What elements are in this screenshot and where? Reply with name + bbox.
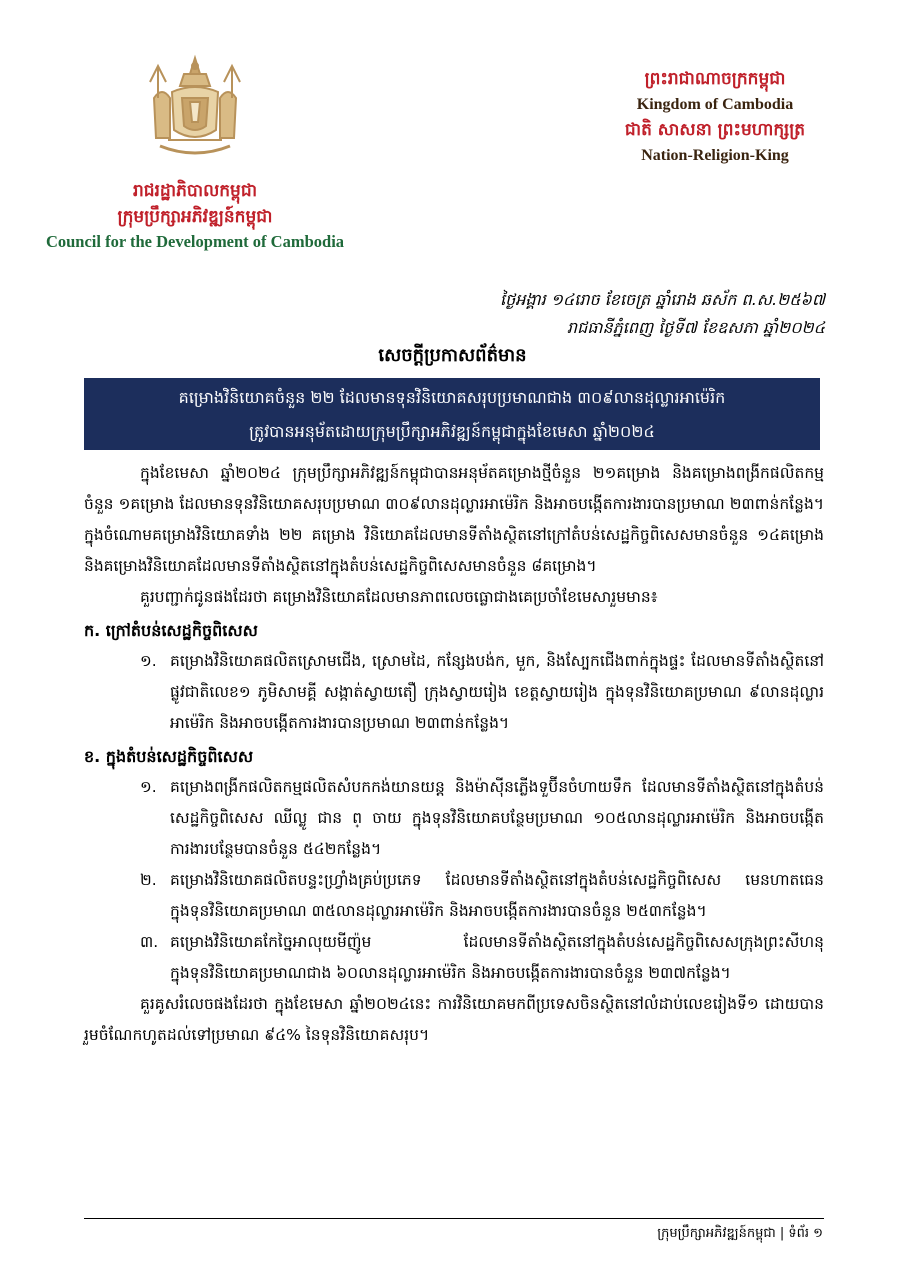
motto-kh: ជាតិ សាសនា ព្រះមហាក្សត្រ (624, 120, 806, 140)
kingdom-header (585, 66, 845, 168)
government-name-kh: រាជរដ្ឋាភិបាលកម្ពុជា (132, 181, 258, 201)
lunar-date: ថ្ងៃអង្គារ ១៤រោច ខែចេត្រ ឆ្នាំរោង ឆស័ក ព.ស.២៥៦៧ (500, 290, 825, 309)
kingdom-name-en: Kingdom of Cambodia (636, 96, 794, 113)
headline-line-1: គម្រោងវិនិយោគចំនួន ២២ ដែលមានទុនវិនិយោគសរុបប្រមាណជាង ៣០៩លានដុល្លារអាម៉េរិក (178, 388, 726, 407)
list-item-text: គម្រោងវិនិយោគកែច្នៃអាលុយមីញ៉ូម ដែលមានទីតាំងស្ថិតនៅក្នុងតំបន់សេដ្ឋកិច្ចពិសេសក្រុងព្រះសីហនុ ក្នុងទុនវិនិយោគប្រមាណជាង ៦០លានដុល្លារអាម៉េរិក និងអាចបង្កើតការងារបានចំនួន ២៣៧កន្លែង។ (170, 933, 824, 982)
list-item-number: ១. (140, 652, 157, 670)
council-name-kh: ក្រុមប្រឹក្សាអភិវឌ្ឍន៍កម្ពុជា (117, 207, 273, 227)
headline-line-2: ត្រូវបានអនុម័តដោយក្រុមប្រឹក្សាអភិវឌ្ឍន៍កម្ពុជាក្នុងខែមេសា ឆ្នាំ២០២៤ (249, 422, 655, 441)
list-item-number: ២. (140, 871, 157, 889)
section-b-heading: ខ. ក្នុងតំបន់សេដ្ឋកិច្ចពិសេស (84, 747, 254, 766)
list-item-text: គម្រោងវិនិយោគផលិតបន្ទះហ្វ្រាំងគ្រប់ប្រភេទ ដែលមានទីតាំងស្ថិតនៅក្នុងតំបន់សេដ្ឋកិច្ចពិសេស មេនហាតធេន ក្នុងទុនវិនិយោគប្រមាណ ៣៥លានដុល្លារអាម៉េរិក និងអាចបង្កើតការងារបានចំនួន ២៥៣កន្លែង។ (170, 871, 824, 920)
list-item (84, 865, 824, 927)
list-item (84, 927, 824, 989)
solar-date: រាជធានីភ្នំពេញ ថ្ងៃទី៧ ខែឧសភា ឆ្នាំ២០២៤ (566, 318, 825, 337)
list-item-number: ៣. (140, 933, 159, 951)
council-header (30, 178, 360, 254)
list-item-text: គម្រោងវិនិយោគផលិតស្រោមជើង, ស្រោមដៃ, កន្សែងបង់ក, មួក, និងស្បែកជើងពាក់ក្នុងផ្ទះ ដែលមានទីតាំងស្ថិតនៅផ្លូវជាតិលេខ១ ភូមិសាមគ្គី សង្កាត់ស្វាយតឿ ក្រុងស្វាយរៀង ខេត្តស្វាយរៀង ក្នុងទុនវិនិយោគប្រមាណ ៩លានដុល្លារអាម៉េរិក និងអាចបង្កើតការងារបានប្រមាណ ២៣ពាន់កន្លែង។ (170, 652, 824, 732)
kingdom-name-kh: ព្រះរាជាណាចក្រកម្ពុជា (644, 69, 786, 89)
list-item (84, 772, 824, 865)
highlight-paragraph: គួរបញ្ជាក់ជូនផងដែរថា គម្រោងវិនិយោគដែលមានភាពលេចធ្លោជាងគេប្រចាំខែមេសារួមមាន៖ (140, 588, 658, 606)
royal-arms-emblem-icon (140, 52, 250, 164)
closing-paragraph: គួរគូសរំលេចផងដែរថា ក្នុងខែមេសា ឆ្នាំ២០២៤នេះ ការវិនិយោគមកពីប្រទេសចិនស្ថិតនៅលំដាប់លេខរៀងទី១ ដោយបានរួមចំណែកហូតដល់ទៅប្រមាណ ៩៤% នៃទុនវិនិយោគសរុប។ (84, 995, 824, 1044)
page-title: សេចក្តីប្រកាសព័ត៌មាន (378, 345, 527, 366)
list-item-number: ១. (140, 778, 157, 796)
list-item (84, 646, 824, 739)
council-name-en: Council for the Development of Cambodia (45, 232, 345, 251)
headline-banner (84, 378, 820, 450)
page-footer: ក្រុមប្រឹក្សាអភិវឌ្ឍន៍កម្ពុជា | ទំព័រ ១ (657, 1226, 823, 1241)
intro-paragraph: ក្នុងខែមេសា ឆ្នាំ២០២៤ ក្រុមប្រឹក្សាអភិវឌ្ឍន៍កម្ពុជាបានអនុម័តគម្រោងថ្មីចំនួន ២១គម្រោង និងគម្រោងពង្រីកផលិតកម្មចំនួន ១គម្រោង ដែលមានទុនវិនិយោគសរុបប្រមាណ ៣០៩លានដុល្លារអាម៉េរិក និងអាចបង្កើតការងារបានប្រមាណ ២៣ពាន់កន្លែង។ ក្នុងចំណោមគម្រោងវិនិយោគទាំង ២២ គម្រោង វិនិយោគដែលមានទីតាំងស្ថិតនៅក្រៅតំបន់សេដ្ឋកិច្ចពិសេសមានចំនួន ១៤គម្រោង និងគម្រោងវិនិយោគដែលមានទីតាំងស្ថិតនៅក្នុងតំបន់សេដ្ឋកិច្ចពិសេសមានចំនួន ៨គម្រោង។ (84, 464, 824, 575)
document-body (84, 458, 824, 1051)
date-block (500, 286, 825, 342)
motto-en: Nation-Religion-King (641, 147, 789, 164)
list-item-text: គម្រោងពង្រីកផលិតកម្មផលិតសំបកកង់យានយន្ត និងម៉ាស៊ីនភ្លើងទួប៊ីនចំហាយទឹក ដែលមានទីតាំងស្ថិតនៅក្នុងតំបន់សេដ្ឋកិច្ចពិសេស ឈីល្លូ ជាន ព្ ចាយ ក្នុងទុនវិនិយោគបន្ថែមប្រមាណ ១០៥លានដុល្លារអាម៉េរិក និងអាចបង្កើតការងារបន្ថែមបានចំនួន ៥៤២កន្លែង។ (170, 778, 824, 858)
footer-divider (84, 1218, 824, 1219)
section-a-heading: ក. ក្រៅតំបន់សេដ្ឋកិច្ចពិសេស (84, 621, 258, 640)
